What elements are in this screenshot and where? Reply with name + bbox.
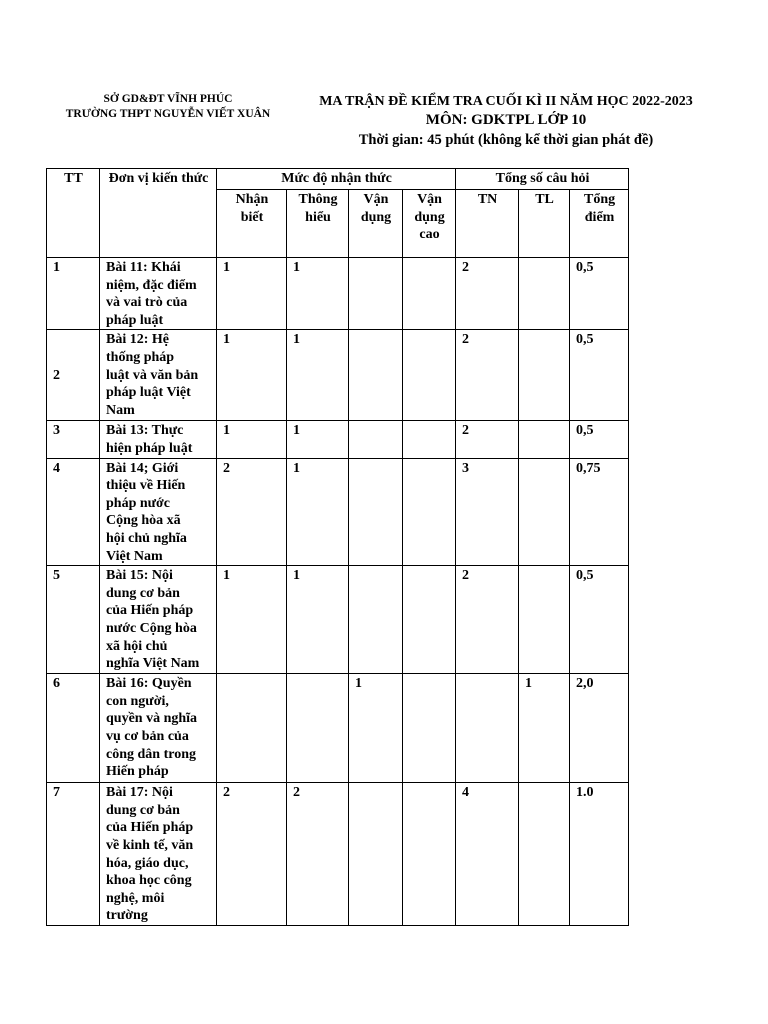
header-apply-high: Vận dụng cao [403, 190, 456, 258]
school-name: TRƯỜNG THPT NGUYỄN VIẾT XUÂN [65, 108, 271, 120]
row-understand: 1 [287, 421, 349, 458]
row-unit: Bài 11: Khái niệm, đặc điểm và vai trò của pháp luật [100, 258, 217, 330]
row-unit: Bài 15: Nội dung cơ bản của Hiến pháp nước Cộng hòa xã hội chủ nghĩa Việt Nam [100, 566, 217, 674]
table-row [47, 258, 629, 330]
header-level-group: Mức độ nhận thức [217, 169, 456, 190]
exam-duration: Thời gian: 45 phút (không kể thời gian phát đề) [358, 132, 654, 148]
row-tn [456, 674, 519, 783]
row-apply-high [403, 674, 456, 783]
row-score: 1.0 [570, 783, 629, 926]
row-apply-high [403, 566, 456, 674]
row-tn: 2 [456, 421, 519, 458]
row-apply-high [403, 783, 456, 926]
header-unit: Đơn vị kiến thức [100, 169, 217, 258]
row-unit: Bài 16: Quyền con người, quyền và nghĩa vụ cơ bản của công dân trong Hiến pháp [100, 674, 217, 783]
row-tl [519, 783, 570, 926]
row-apply [349, 258, 403, 330]
row-tn: 2 [456, 330, 519, 421]
row-score: 0,5 [570, 421, 629, 458]
exam-subject: MÔN: GDKTPL LỚP 10 [425, 112, 587, 128]
row-tt: 1 [47, 258, 100, 330]
table-row [47, 330, 629, 421]
row-tn: 4 [456, 783, 519, 926]
header-tl: TL [519, 190, 570, 258]
row-tn: 2 [456, 566, 519, 674]
exam-matrix-table [46, 168, 629, 926]
header-apply: Vận dụng [349, 190, 403, 258]
row-tl [519, 566, 570, 674]
row-tt: 5 [47, 566, 100, 674]
row-tl [519, 421, 570, 458]
row-score: 2,0 [570, 674, 629, 783]
row-understand: 1 [287, 458, 349, 566]
row-unit: Bài 12: Hệ thống pháp luật và văn bản pháp luật Việt Nam [100, 330, 217, 421]
row-unit: Bài 13: Thực hiện pháp luật [100, 421, 217, 458]
row-tn: 2 [456, 258, 519, 330]
header-score: Tổng điểm [570, 190, 629, 258]
header-total-group: Tổng số câu hỏi [456, 169, 629, 190]
table-row [47, 458, 629, 566]
row-score: 0,5 [570, 258, 629, 330]
row-unit: Bài 14; Giới thiệu về Hiến pháp nước Cộng hòa xã hội chủ nghĩa Việt Nam [100, 458, 217, 566]
row-tt: 3 [47, 421, 100, 458]
row-tt: 6 [47, 674, 100, 783]
department-name: SỞ GD&ĐT VĨNH PHÚC [103, 93, 233, 105]
row-understand: 1 [287, 566, 349, 674]
row-tl [519, 258, 570, 330]
table-row [47, 566, 629, 674]
row-score: 0,5 [570, 566, 629, 674]
row-understand: 2 [287, 783, 349, 926]
row-tt: 4 [47, 458, 100, 566]
row-recognize [217, 674, 287, 783]
row-understand: 1 [287, 258, 349, 330]
exam-header [296, 92, 716, 151]
table-row [47, 674, 629, 783]
school-header [52, 92, 284, 122]
row-tn: 3 [456, 458, 519, 566]
row-apply [349, 330, 403, 421]
row-recognize: 1 [217, 330, 287, 421]
table-row [47, 783, 629, 926]
row-tt: 2 [47, 330, 100, 421]
row-apply [349, 458, 403, 566]
row-score: 0,5 [570, 330, 629, 421]
header-understand: Thông hiểu [287, 190, 349, 258]
header-tt: TT [47, 169, 100, 258]
row-recognize: 1 [217, 258, 287, 330]
row-apply [349, 566, 403, 674]
row-apply [349, 783, 403, 926]
row-apply [349, 421, 403, 458]
header-tn: TN [456, 190, 519, 258]
row-recognize: 2 [217, 458, 287, 566]
row-recognize: 1 [217, 421, 287, 458]
row-unit: Bài 17: Nội dung cơ bản của Hiến pháp về kinh tế, văn hóa, giáo dục, khoa học công nghệ, môi trường [100, 783, 217, 926]
row-score: 0,75 [570, 458, 629, 566]
table-row [47, 421, 629, 458]
exam-title: MA TRẬN ĐỀ KIỂM TRA CUỐI KÌ II NĂM HỌC 2022-2023 [319, 94, 693, 109]
row-tt: 7 [47, 783, 100, 926]
row-understand [287, 674, 349, 783]
row-recognize: 1 [217, 566, 287, 674]
row-understand: 1 [287, 330, 349, 421]
row-recognize: 2 [217, 783, 287, 926]
row-tl [519, 458, 570, 566]
row-apply: 1 [349, 674, 403, 783]
row-tl [519, 330, 570, 421]
row-apply-high [403, 258, 456, 330]
row-apply-high [403, 421, 456, 458]
row-apply-high [403, 330, 456, 421]
row-tl: 1 [519, 674, 570, 783]
row-apply-high [403, 458, 456, 566]
header-recognize: Nhận biết [217, 190, 287, 258]
